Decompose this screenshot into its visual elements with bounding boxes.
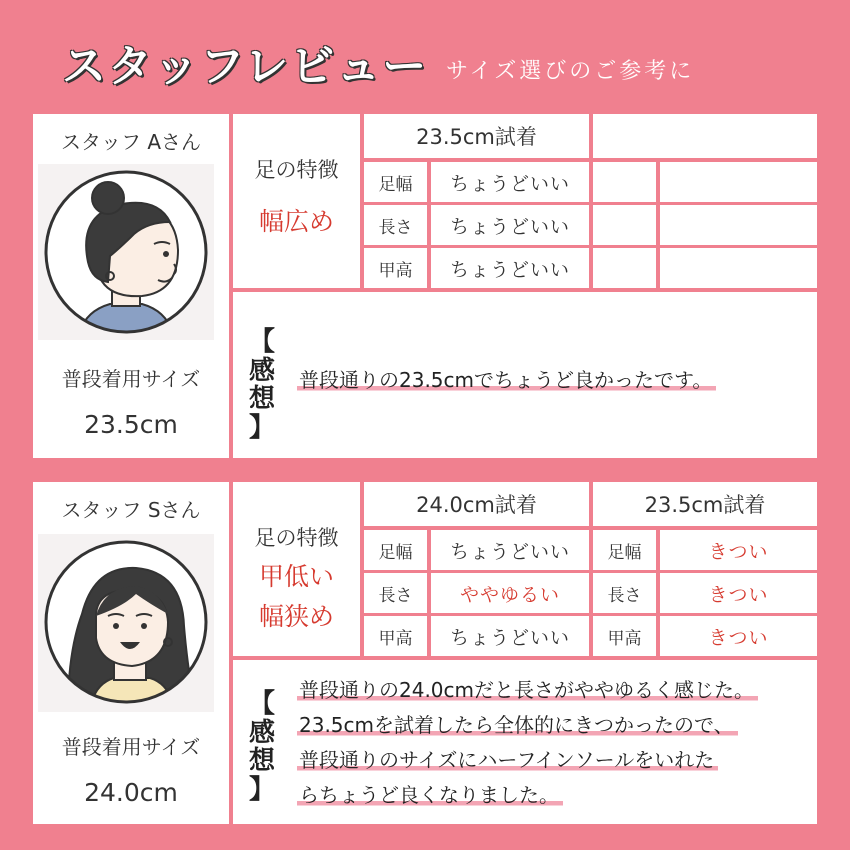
woman-long-hair-avatar-icon xyxy=(38,534,214,712)
impression-label xyxy=(245,328,279,442)
foot-feature-value: 甲低い xyxy=(258,561,334,591)
trial-row-label: 長さ xyxy=(593,573,656,613)
impression-text: 23.5cmを試着したら全体的にきつかったので、 xyxy=(297,709,738,738)
foot-feature-value: 幅広め xyxy=(258,206,334,236)
empty-cell xyxy=(593,162,656,202)
impression-label-char: 想 xyxy=(248,384,275,415)
impression-text: 普段通りの23.5cmでちょうど良かったです。 xyxy=(297,364,716,393)
impression-text: 普段通りのサイズにハーフインソールをいれた xyxy=(297,744,718,773)
foot-feature-label: 足の特徴 xyxy=(254,526,339,550)
bracket-icon: 【 xyxy=(248,689,275,719)
impression-cell xyxy=(233,292,817,458)
trial-row-label: 甲高 xyxy=(364,616,427,656)
staff-name: スタッフ Sさん xyxy=(61,497,201,522)
trial-row-value-alert: ややゆるい xyxy=(431,573,589,613)
trial-size-header: 24.0cm試着 xyxy=(364,482,589,526)
staff-card-a xyxy=(33,114,817,458)
trial-row-label: 甲高 xyxy=(364,248,427,288)
impression-label-char: 想 xyxy=(248,746,275,777)
impression-label-char: 感 xyxy=(248,717,275,748)
page-subtitle: サイズ選びのご参考に xyxy=(446,59,695,84)
foot-feature-value: 幅狭め xyxy=(258,601,334,631)
trial-row-value-alert: きつい xyxy=(660,573,817,613)
avatar xyxy=(38,534,214,712)
empty-cell xyxy=(660,205,817,245)
bracket-icon: 】 xyxy=(248,412,275,443)
trial-row-value: ちょうどいい xyxy=(431,162,589,202)
impression-cell xyxy=(233,660,817,824)
impression-text: らちょうど良くなりました。 xyxy=(297,779,563,808)
trial-row-value: ちょうどいい xyxy=(431,530,589,570)
empty-cell xyxy=(593,248,656,288)
usual-size-label: 普段着用サイズ xyxy=(61,734,201,759)
bracket-icon: 】 xyxy=(248,774,275,805)
trial-row-value: ちょうどいい xyxy=(431,205,589,245)
trial-row-value-alert: きつい xyxy=(660,530,817,570)
empty-trial-header xyxy=(593,114,817,158)
trial-row-label: 足幅 xyxy=(364,530,427,570)
usual-size-label: 普段着用サイズ xyxy=(61,366,201,391)
staff-card-s xyxy=(33,482,817,824)
woman-bun-avatar-icon xyxy=(38,164,214,340)
avatar xyxy=(38,164,214,340)
trial-size-header: 23.5cm試着 xyxy=(364,114,589,158)
foot-feature-label: 足の特徴 xyxy=(254,158,339,182)
staff-profile xyxy=(33,482,229,824)
trial-size-header: 23.5cm試着 xyxy=(593,482,817,526)
staff-profile xyxy=(33,114,229,458)
staff-name: スタッフ Aさん xyxy=(60,129,202,154)
usual-size-value: 23.5cm xyxy=(84,409,178,439)
bracket-icon: 【 xyxy=(248,327,275,357)
impression-label xyxy=(245,690,279,804)
trial-row-label: 足幅 xyxy=(593,530,656,570)
usual-size-value: 24.0cm xyxy=(84,777,178,807)
trial-row-label: 足幅 xyxy=(364,162,427,202)
trial-row-label: 長さ xyxy=(364,205,427,245)
trial-row-value: ちょうどいい xyxy=(431,248,589,288)
empty-cell xyxy=(660,248,817,288)
impression-label-char: 感 xyxy=(248,355,275,386)
impression-text: 普段通りの24.0cmだと長さがややゆるく感じた。 xyxy=(297,674,758,703)
foot-feature-cell xyxy=(233,482,360,656)
empty-cell xyxy=(593,205,656,245)
trial-row-label: 長さ xyxy=(364,573,427,613)
foot-feature-cell xyxy=(233,114,360,288)
trial-row-label: 甲高 xyxy=(593,616,656,656)
empty-cell xyxy=(660,162,817,202)
page-title: スタッフレビュー xyxy=(62,41,429,92)
trial-row-value-alert: きつい xyxy=(660,616,817,656)
trial-row-value: ちょうどいい xyxy=(431,616,589,656)
